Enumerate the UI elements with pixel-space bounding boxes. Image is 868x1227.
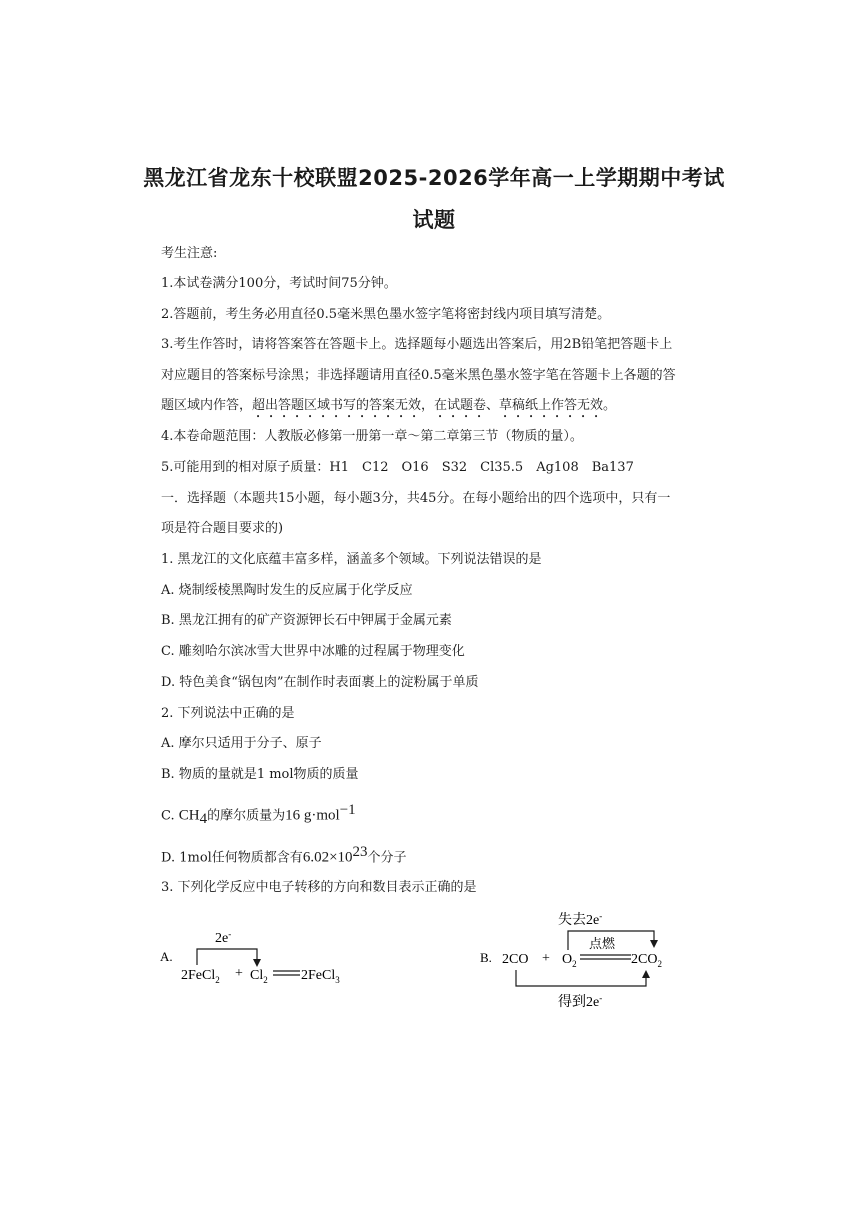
notice-item-5: 5.可能用到的相对原子质量：H1 C12 O16 S32 Cl35.5 Ag108 Ba137 xyxy=(161,460,634,475)
q3-b-label: B. xyxy=(480,950,492,965)
q2-stem: 2. 下列说法中正确的是 xyxy=(161,706,295,721)
q3-option-b-diagram xyxy=(470,900,710,1015)
q2-option-d-sup: 23 xyxy=(352,844,368,860)
q2-option-b: B. 物质的量就是1 mol物质的质量 xyxy=(161,767,359,782)
q2-option-c-mid: 的摩尔质量为 xyxy=(207,808,286,824)
notice-item-3-line3-a: 题区域内作答， xyxy=(161,398,253,413)
q3-a-transfer-arrowhead xyxy=(253,959,261,967)
q2-option-d xyxy=(161,843,721,867)
notice-item-2: 2.答题前，考生务必用直径0.5毫米黑色墨水签字笔将密封线内项目填写清楚。 xyxy=(161,307,611,322)
q3-a-reactant-1: 2FeCl$_2$ xyxy=(181,968,220,985)
q3-a-plus: + xyxy=(235,966,243,981)
q2-option-d-suffix: 个分子 xyxy=(367,850,407,866)
notice-item-3-line2: 对应题目的答案标号涂黑；非选择题请用直径0.5毫米黑色墨水签字笔在答题卡上各题的答 xyxy=(161,368,676,383)
section1-heading-line2: 项是符合题目要求的) xyxy=(161,521,284,536)
q2-option-c xyxy=(161,801,721,828)
q1-option-a: A. 烧制绥棱黑陶时发生的反应属于化学反应 xyxy=(161,583,413,598)
q1-stem: 1. 黑龙江的文化底蕴丰富多样，涵盖多个领域。下列说法错误的是 xyxy=(161,552,542,567)
q3-option-a-diagram xyxy=(150,915,380,995)
q1-option-d: D. 特色美食“锅包肉”在制作时表面裹上的淀粉属于单质 xyxy=(161,675,479,690)
q3-a-electrons: 2e- xyxy=(215,929,232,946)
notice-item-4: 4.本卷命题范围：人教版必修第一册第一章～第二章第三节（物质的量）。 xyxy=(161,429,583,444)
q3-a-reactant-2: $Cl_2$ xyxy=(250,968,268,985)
q2-option-c-prefix: C. xyxy=(161,808,175,824)
q3-b-reactant-2: $O_2$ xyxy=(562,952,577,969)
exam-title-line2: 试题 xyxy=(412,208,456,232)
q3-a-transfer-arrow-line xyxy=(197,949,257,965)
q3-b-lose-label: 失去2e- xyxy=(558,911,603,928)
q3-a-product: 2FeCl$_3$ xyxy=(301,968,340,985)
exam-title-line1: 黑龙江省龙东十校联盟2025-2026学年高一上学期期中考试 xyxy=(143,166,725,190)
q2-option-d-prefix: D. 1mol任何物质都含有 xyxy=(161,850,303,866)
notice-item-1: 1.本试卷满分100分，考试时间75分钟。 xyxy=(161,276,397,291)
q3-b-gain-arrowhead xyxy=(642,970,650,978)
q2-option-c-sup: −1 xyxy=(339,802,356,818)
q2-option-a: A. 摩尔只适用于分子、原子 xyxy=(161,736,322,751)
notice-item-3-line3 xyxy=(161,397,721,421)
q3-b-gain-arrow-line xyxy=(516,970,646,986)
q2-option-c-value: 16 g·mol xyxy=(285,807,340,824)
q2-option-c-formula: CH xyxy=(178,807,200,824)
notice-item-3-line1: 3.考生作答时，请将答案答在答题卡上。选择题每小题选出答案后，用2B铅笔把答题卡上 xyxy=(161,337,673,352)
section1-heading-line1: 一．选择题（本题共15小题，每小题3分，共45分。在每小题给出的四个选项中，只有一 xyxy=(161,491,671,506)
q3-stem: 3. 下列化学反应中电子转移的方向和数目表示正确的是 xyxy=(161,880,477,895)
q1-option-b: B. 黑龙江拥有的矿产资源钾长石中钾属于金属元素 xyxy=(161,613,452,628)
q1-option-c: C. 雕刻哈尔滨冰雪大世界中冰雕的过程属于物理变化 xyxy=(161,644,465,659)
notice-emphasis-text: 超出答题区域书写的答案无效，在试题卷、草稿纸上作答无效。 xyxy=(252,398,617,413)
notice-heading: 考生注意: xyxy=(161,246,218,261)
q2-option-c-sub: 4 xyxy=(199,810,208,827)
q3-b-lose-arrowhead xyxy=(650,940,658,948)
q3-b-reactant-1: 2CO xyxy=(502,952,529,967)
q3-b-gain-label: 得到2e- xyxy=(558,993,603,1010)
q3-b-condition: 点燃 xyxy=(589,936,616,951)
q3-b-product: $2CO_2$ xyxy=(631,952,662,969)
q3-a-label: A. xyxy=(160,949,173,964)
q3-b-plus: + xyxy=(542,951,550,966)
q2-option-d-value: 6.02×10 xyxy=(302,849,353,866)
